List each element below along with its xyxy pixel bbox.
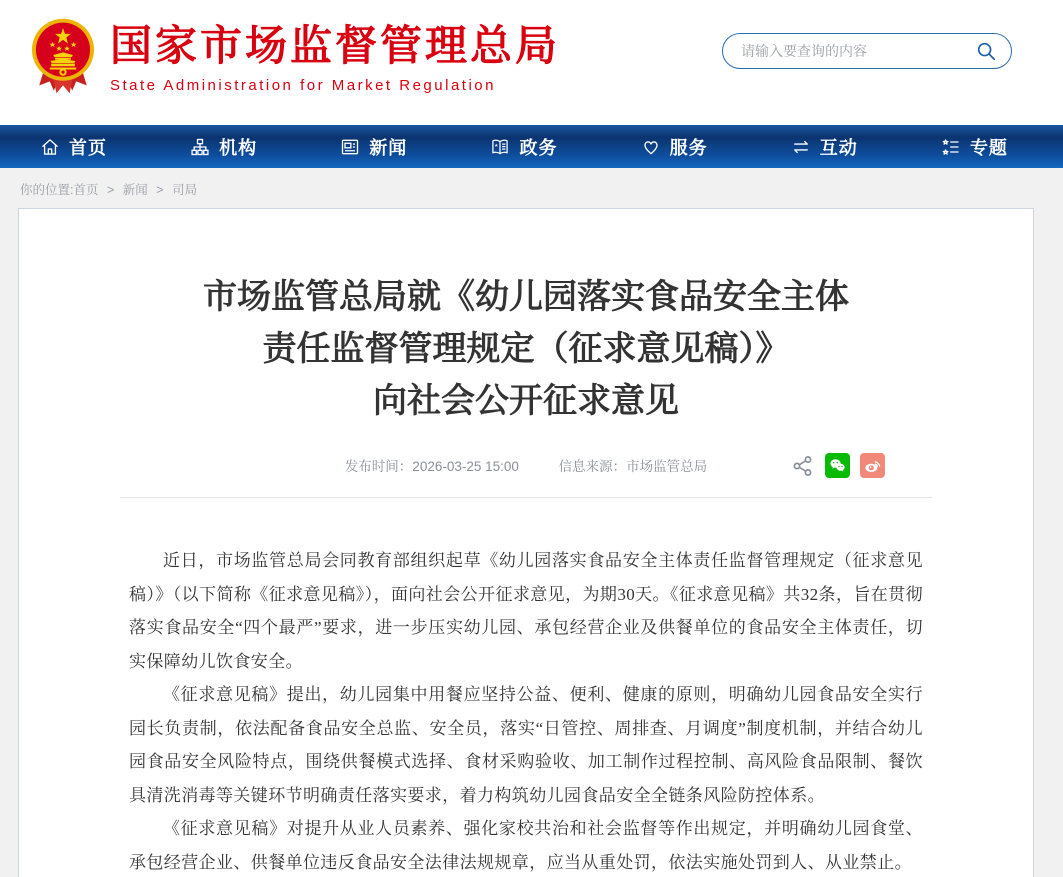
publish-time: 发布时间：2026-03-25 15:00	[344, 459, 519, 474]
nav-label: 服务	[669, 137, 708, 158]
nav-label: 互动	[819, 137, 858, 158]
breadcrumb-item-home[interactable]: 首页	[73, 183, 99, 197]
article-title-line: 责任监督管理规定（征求意见稿）》	[262, 330, 790, 368]
national-emblem-icon	[30, 16, 96, 98]
nav-label: 首页	[69, 137, 107, 158]
exchange-arrows-icon	[791, 137, 811, 157]
nav-label: 机构	[219, 137, 258, 158]
article-card	[18, 208, 1034, 877]
nav-label: 新闻	[369, 137, 408, 158]
heart-icon	[641, 137, 661, 157]
article-paragraph: 《征求意见稿》对提升从业人员素养、强化家校共治和社会监督等作出规定，并明确幼儿园食堂、承包经营企业、供餐单位违反食品安全法律法规规章，应当从重处罚，依法实施处罚到人、从业禁止。	[129, 819, 923, 872]
share-buttons	[791, 453, 885, 478]
article-paragraph: 近日，市场监管总局会同教育部组织起草《幼儿园落实食品安全主体责任监督管理规定（征求意见稿）》（以下简称《征求意见稿》），面向社会公开征求意见，为期30天。《征求意见稿》共32条，旨在贯彻落实食品安全“四个最严”要求，进一步压实幼儿园、承包经营企业及供餐单位的食品安全主体责任，切实保障幼儿饮食安全。	[129, 551, 923, 671]
site-title: 国家市场监督管理总局	[110, 21, 561, 69]
organization-icon	[190, 137, 210, 157]
weibo-share-button[interactable]	[860, 453, 885, 478]
weibo-icon	[863, 456, 882, 475]
site-header	[0, 0, 1063, 125]
info-source: 信息来源：市场监管总局	[558, 459, 708, 474]
nav-label: 政务	[519, 137, 558, 158]
title-divider	[120, 497, 932, 498]
share-nodes-icon[interactable]	[791, 454, 815, 478]
breadcrumb-separator: >	[156, 183, 164, 197]
breadcrumb-item-news[interactable]: 新闻	[122, 183, 148, 197]
nav-item-home[interactable]	[40, 134, 107, 160]
news-icon	[340, 137, 360, 157]
search-icon[interactable]	[975, 40, 997, 62]
site-subtitle: State Administration for Market Regulation	[110, 76, 496, 94]
search-input[interactable]	[741, 43, 975, 59]
nav-item-topics[interactable]	[941, 134, 1008, 160]
star-list-icon	[941, 137, 961, 157]
nav-item-service[interactable]	[641, 134, 708, 160]
search-box	[722, 33, 1012, 69]
nav-item-news[interactable]	[340, 134, 407, 160]
brand-logo-group[interactable]	[30, 16, 560, 98]
article-meta-row	[129, 453, 923, 481]
government-affairs-icon	[490, 137, 510, 157]
nav-item-interaction[interactable]	[791, 134, 858, 160]
article-paragraph: 《征求意见稿》提出，幼儿园集中用餐应坚持公益、便利、健康的原则，明确幼儿园食品安全实行园长负责制，依法配备食品安全总监、安全员，落实“日管控、周排查、月调度”制度机制，并结合幼儿园食品安全风险特点，围绕供餐模式选择、食材采购验收、加工制作过程控制、高风险食品限制、餐饮具清洗消毒等关键环节明确责任落实要求，着力构筑幼儿园食品安全全链条风险防控体系。	[129, 685, 923, 805]
wechat-share-button[interactable]	[825, 453, 850, 478]
breadcrumb-separator: >	[106, 183, 115, 197]
article-title	[129, 271, 923, 427]
breadcrumb-location-label: 你的位置:	[20, 183, 74, 197]
article-title-line: 市场监管总局就《幼儿园落实食品安全主体	[203, 278, 849, 316]
nav-label: 专题	[969, 137, 1008, 158]
nav-item-organization[interactable]	[190, 134, 257, 160]
wechat-icon	[828, 456, 847, 475]
article-title-line: 向社会公开征求意见	[373, 382, 679, 420]
article-body	[129, 544, 923, 877]
home-icon	[40, 137, 60, 157]
breadcrumb-item-bureau[interactable]: 司局	[172, 183, 198, 197]
nav-item-government[interactable]	[490, 134, 557, 160]
breadcrumb	[0, 168, 1063, 208]
main-navigation	[0, 125, 1063, 168]
